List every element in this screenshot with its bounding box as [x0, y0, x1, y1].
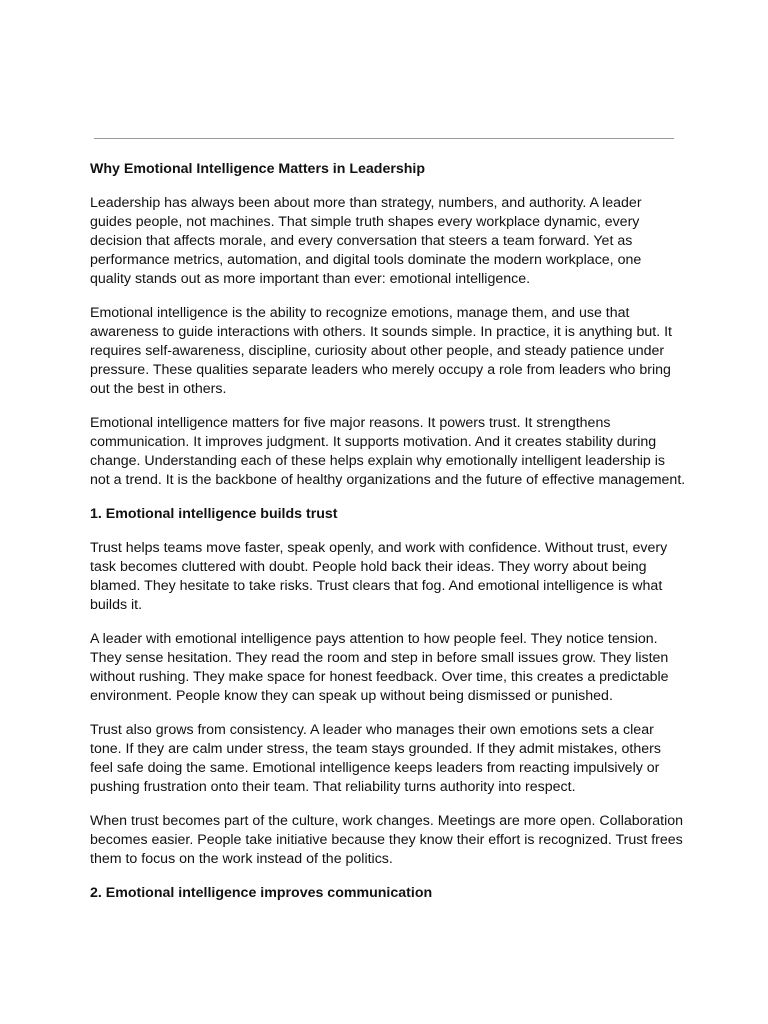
section-paragraph: Trust helps teams move faster, speak openly, and work with confidence. Without trust, every task becomes cluttered with doubt. People hold back their ideas. They worry about being blamed. They hesitate to take risks. Trust clears that fog. And emotional intelligence is what builds it. [90, 540, 668, 613]
intro-paragraph: Emotional intelligence matters for five major reasons. It powers trust. It strengthens communication. It improves judgment. It supports motivation. And it creates stability during change. Understanding each of these helps explain why emotionally intelligent leadership is not a trend. It is the backbone of healthy organizations and the future of effective management. [90, 415, 686, 488]
section-paragraph: Trust also grows from consistency. A leader who manages their own emotions sets a clear tone. If they are calm under stress, the team stays grounded. If they admit mistakes, others feel safe doing the same. Emotional intelligence keeps leaders from reacting impulsively or pushing frustration onto their team. That reliability turns authority into respect. [90, 722, 661, 795]
intro-paragraph: Emotional intelligence is the ability to recognize emotions, manage them, and use that awareness to guide interactions with others. It sounds simple. In practice, it is anything but. It requires self-awareness, discipline, curiosity about other people, and steady patience under pressure. These qualities separate leaders who merely occupy a role from leaders who bring out the best in others. [90, 305, 672, 397]
section-heading-trust: 1. Emotional intelligence builds trust [90, 506, 338, 522]
document-title: Why Emotional Intelligence Matters in Leadership [90, 161, 426, 177]
header-divider [94, 138, 674, 139]
section-paragraph: A leader with emotional intelligence pays attention to how people feel. They notice tension. They sense hesitation. They read the room and step in before small issues grow. They listen without rushing. They make space for honest feedback. Over time, this creates a predictable environment. People know they can speak up without being dismissed or punished. [90, 631, 669, 704]
intro-paragraph: Leadership has always been about more than strategy, numbers, and authority. A leader guides people, not machines. That simple truth shapes every workplace dynamic, every decision that affects morale, and every conversation that steers a team forward. Yet as performance metrics, automation, and digital tools dominate the modern workplace, one quality stands out as more important than ever: emotional intelligence. [90, 195, 642, 287]
document-body [90, 160, 686, 918]
section-paragraph: When trust becomes part of the culture, work changes. Meetings are more open. Collaboration becomes easier. People take initiative because they know their effort is recognized. Trust frees them to focus on the work instead of the politics. [90, 813, 684, 867]
section-heading-communication: 2. Emotional intelligence improves communication [90, 885, 433, 901]
